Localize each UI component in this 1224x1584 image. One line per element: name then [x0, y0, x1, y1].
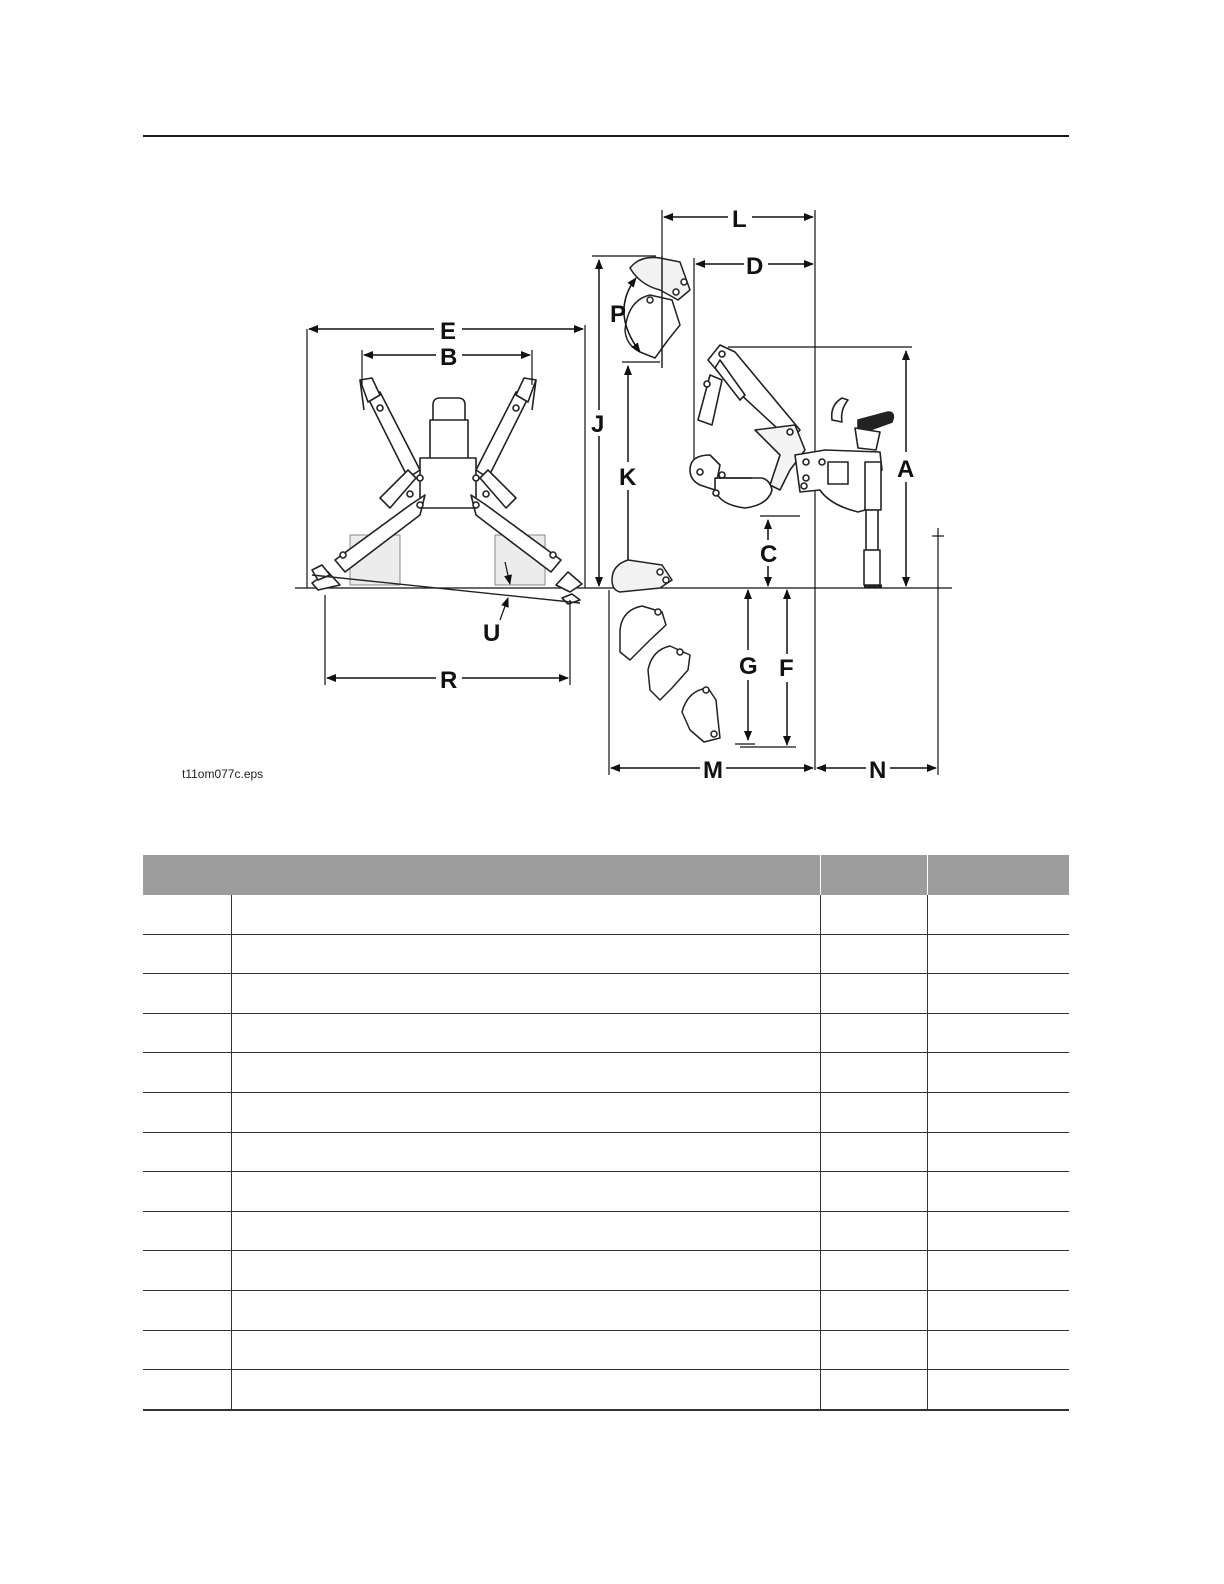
rear-view-backhoe [312, 378, 582, 604]
table-cell [231, 895, 820, 934]
header-cell [143, 855, 820, 895]
table-row [143, 1053, 1069, 1093]
table-cell [820, 1132, 927, 1172]
table-row [143, 1172, 1069, 1212]
table-row [143, 1132, 1069, 1172]
table-row [143, 1211, 1069, 1251]
table-cell [231, 1053, 820, 1093]
dim-label-J: J [591, 411, 605, 438]
dim-label-B: B [440, 344, 458, 371]
table-cell [143, 1211, 231, 1251]
table-header-row [143, 855, 1069, 895]
table-cell [231, 1290, 820, 1330]
table-cell [820, 1172, 927, 1212]
table-cell [143, 1370, 231, 1410]
dim-label-P: P [610, 301, 627, 328]
table-cell [820, 1370, 927, 1410]
table-cell [927, 1211, 1069, 1251]
table-row [143, 1013, 1069, 1053]
table-cell [927, 1013, 1069, 1053]
header-cell [927, 855, 1069, 895]
table-cell [927, 1251, 1069, 1291]
table-row [143, 1370, 1069, 1410]
table-cell [143, 1290, 231, 1330]
table-cell [927, 1290, 1069, 1330]
dim-label-A: A [897, 456, 915, 483]
dim-label-E: E [440, 318, 457, 345]
table-cell [143, 1132, 231, 1172]
table-cell [927, 934, 1069, 974]
dim-label-C: C [760, 541, 778, 568]
table-cell [143, 1330, 231, 1370]
table-row [143, 1330, 1069, 1370]
table-cell [231, 1092, 820, 1132]
table-row [143, 1092, 1069, 1132]
table-cell [143, 1251, 231, 1291]
table-cell [927, 1092, 1069, 1132]
table-cell [231, 1251, 820, 1291]
table-cell [927, 1330, 1069, 1370]
table-cell [143, 895, 231, 934]
table-cell [143, 1172, 231, 1212]
dim-label-M: M [703, 757, 723, 784]
dim-label-K: K [619, 464, 637, 491]
table-cell [231, 934, 820, 974]
dim-label-R: R [440, 667, 458, 694]
table-cell [231, 974, 820, 1014]
table-cell [143, 1092, 231, 1132]
table-cell [820, 1330, 927, 1370]
table-cell [231, 1330, 820, 1370]
table-cell [231, 1370, 820, 1410]
table-row [143, 974, 1069, 1014]
table-cell [820, 1211, 927, 1251]
bucket-dig-sequence [612, 560, 720, 742]
dim-label-D: D [746, 253, 764, 280]
table-row [143, 1251, 1069, 1291]
side-view-backhoe [690, 345, 893, 586]
table-cell [820, 1092, 927, 1132]
table-cell [820, 895, 927, 934]
table-cell [231, 1132, 820, 1172]
dim-label-U: U [483, 620, 501, 647]
table-cell [927, 895, 1069, 934]
table-row [143, 895, 1069, 934]
dim-label-N: N [869, 757, 887, 784]
figure-file-name: t11om077c.eps [182, 767, 264, 781]
table-cell [820, 974, 927, 1014]
table-cell [820, 1290, 927, 1330]
table-cell [820, 1251, 927, 1291]
table-row [143, 934, 1069, 974]
header-cell [820, 855, 927, 895]
table-cell [927, 974, 1069, 1014]
table-cell [143, 1053, 231, 1093]
dim-label-F: F [779, 655, 794, 682]
table-cell [143, 1013, 231, 1053]
table-cell [820, 1053, 927, 1093]
table-cell [820, 1013, 927, 1053]
table-cell [927, 1172, 1069, 1212]
table-cell [927, 1370, 1069, 1410]
table-cell [143, 974, 231, 1014]
table-cell [927, 1132, 1069, 1172]
dim-label-G: G [739, 653, 758, 680]
dim-label-L: L [732, 206, 747, 233]
table-cell [231, 1172, 820, 1212]
table-cell [231, 1013, 820, 1053]
table-cell [927, 1053, 1069, 1093]
table-cell [820, 934, 927, 974]
table-row [143, 1290, 1069, 1330]
specification-table [143, 855, 1069, 1411]
table-cell [143, 934, 231, 974]
bucket-curled-top [625, 256, 690, 368]
table-cell [231, 1211, 820, 1251]
